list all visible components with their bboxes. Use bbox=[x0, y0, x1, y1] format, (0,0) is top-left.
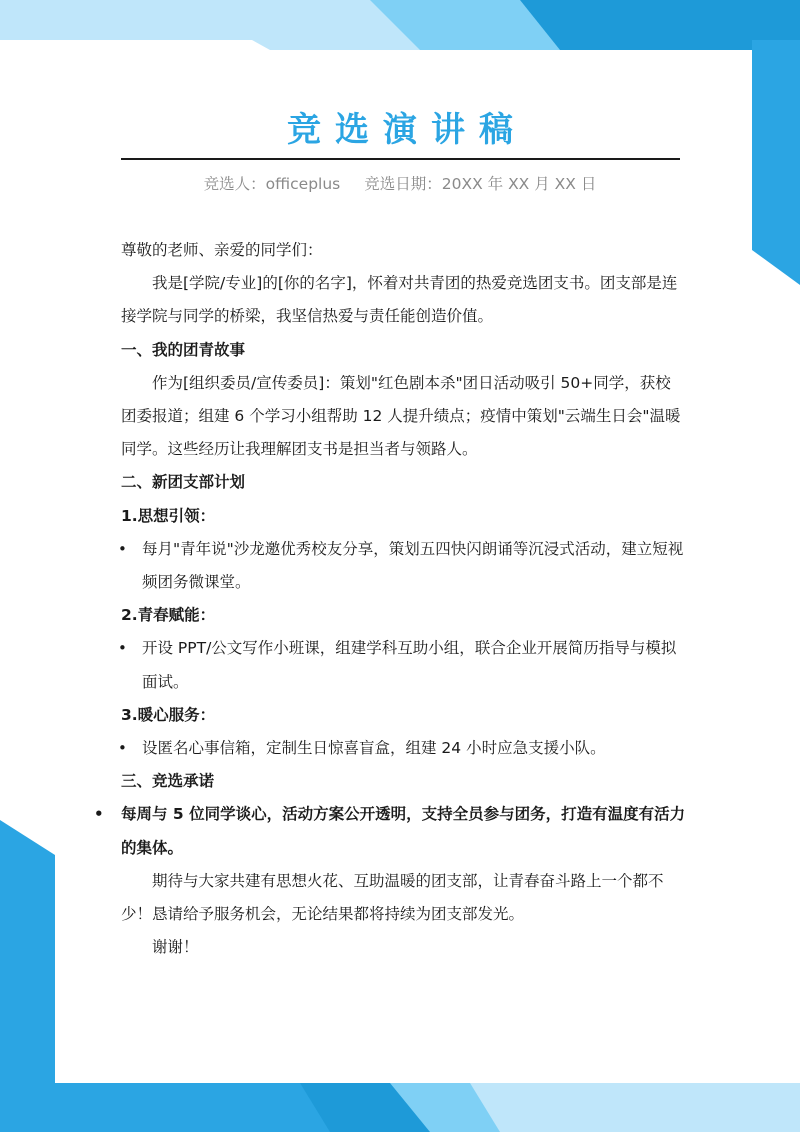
greeting: 尊敬的老师、亲爱的同学们： bbox=[121, 241, 323, 259]
bullet-dot-icon: • bbox=[94, 805, 104, 824]
section-1-body: 作为[组织委员/宣传委员]：策划"红色剧本杀"团日活动吸引 50+同学，获校团委报道；组建 6 个学习小组帮助 12 人提升绩点；疫情中策划"云端生日会"温暖同学。这些经历让我理解团支书是担当者与领路人。 bbox=[121, 373, 681, 459]
thanks-line: 谢谢！ bbox=[152, 938, 199, 957]
section-heading-3: 三、竞选承诺 bbox=[121, 772, 215, 791]
list-item bbox=[118, 632, 686, 698]
section-heading-1: 一、我的团青故事 bbox=[121, 340, 246, 359]
bullet-dot-icon: • bbox=[118, 539, 127, 558]
subheading-3: 3.暖心服务： bbox=[121, 705, 216, 724]
list-item-text: 设匿名心事信箱，定制生日惊喜盲盒，组建 24 小时应急支援小队。 bbox=[142, 739, 606, 758]
document-body bbox=[94, 234, 686, 964]
list-item bbox=[94, 798, 686, 864]
subheading-2: 2.青春赋能： bbox=[121, 606, 216, 625]
bullet-dot-icon: • bbox=[118, 639, 127, 658]
list-item-text: 开设 PPT/公文写作小班课，组建学科互助小组，联合企业开展简历指导与模拟面试。 bbox=[142, 639, 677, 691]
intro-paragraph: 我是[学院/专业]的[你的名字]，怀着对共青团的热爱竞选团支书。团支部是连接学院与同学的桥梁，我坚信热爱与责任能创造价值。 bbox=[121, 274, 678, 326]
meta-line bbox=[0, 171, 800, 197]
list-item bbox=[118, 533, 686, 599]
list-item-text: 每周与 5 位同学谈心，活动方案公开透明，支持全员参与团务，打造有温度有活力的集体。 bbox=[121, 805, 686, 857]
date-label: 竞选日期：20XX 年 XX 月 XX 日 bbox=[364, 175, 597, 193]
title-divider bbox=[121, 158, 680, 160]
closing-paragraph: 期待与大家共建有思想火花、互助温暖的团支部，让青春奋斗路上一个都不少！恳请给予服务机会，无论结果都将持续为团支部发光。 bbox=[121, 871, 664, 924]
candidate-label: 竞选人：officeplus bbox=[203, 175, 341, 193]
list-item bbox=[118, 732, 686, 765]
page-title: 竞选演讲稿 bbox=[287, 110, 527, 150]
list-item-text: 每月"青年说"沙龙邀优秀校友分享，策划五四快闪朗诵等沉浸式活动，建立短视频团务微课堂。 bbox=[142, 539, 684, 592]
subheading-1: 1.思想引领： bbox=[121, 506, 216, 525]
section-heading-2: 二、新团支部计划 bbox=[121, 473, 246, 492]
bullet-dot-icon: • bbox=[118, 739, 127, 758]
